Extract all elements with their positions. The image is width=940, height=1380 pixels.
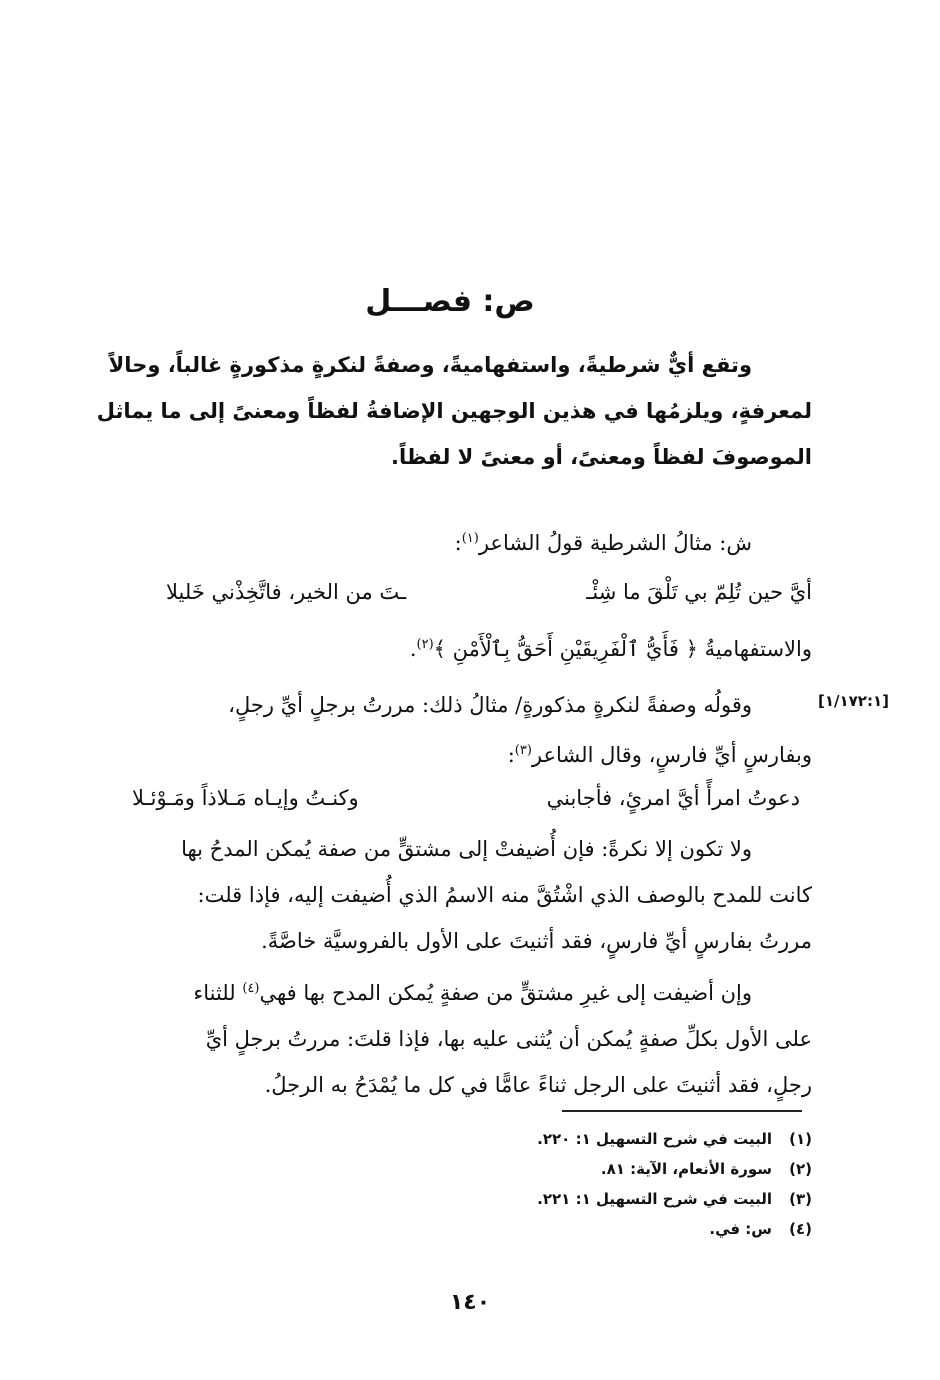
sharh-line: رجلٍ، فقد أثنيتَ على الرجل ثناءً عامًّا في كل ما يُمْدَحُ به الرجلُ.	[264, 1073, 812, 1097]
istifham-text: والاستفهاميةُ ﴿ فَأَيُّ ٱلْفَرِيقَيْنِ أَحَقُّ بِٱلْأَمْنِ ﴾	[433, 637, 812, 661]
sharh-line: مررتُ بفارسٍ أيِّ فارسٍ، فقد أثنيتَ على الأول بالفروسيَّة خاصَّةً.	[261, 929, 812, 953]
verse1-right-hemistich: أيَّ حين تُلِمّ بي تَلْقَ ما شِئْـ	[586, 580, 812, 604]
matn-paragraph	[96, 342, 812, 480]
footnote-separator	[562, 1110, 802, 1112]
sharh-paragraph-5	[100, 966, 812, 1108]
matn-line: وتقع أيٌّ شرطيةً، واستفهاميةً، وصفةً لنكرةٍ مذكورةٍ غالباً، وحالاً	[108, 353, 752, 377]
sharh-line-text: وإن أضيفت إلى غيرِ مشتقٍّ من صفةٍ يُمكن المدح بها فهي	[259, 981, 752, 1005]
sharh-line: كانت للمدح بالوصف الذي اشْتُقَّ منه الاسمُ الذي أُضيفت إليه، فإذا قلت:	[197, 883, 812, 907]
matn-line: الموصوفَ لفظاً ومعنىً، أو معنىً لا لفظاً.	[391, 445, 812, 469]
footnote-marker: (٤)	[242, 981, 260, 996]
footnote-text: البيت في شرح التسهيل ١: ٢٢١.	[537, 1190, 772, 1208]
sharh-line: ولا تكون إلا نكرةً: فإن أُضيفتْ إلى مشتقٍّ من صفة يُمكن المدحُ بها	[181, 837, 752, 861]
footnote-marker: (١)	[461, 531, 479, 546]
sharh-line: على الأول بكلِّ صفةٍ يُمكن أن يُثنى عليه بها، فإذا قلتَ: مررتُ برجلٍ أيِّ	[205, 1027, 812, 1051]
istifham-line	[100, 622, 812, 672]
sharh-intro	[100, 516, 812, 566]
footnote-text: سورة الأنعام، الآية: ٨١.	[600, 1160, 772, 1178]
sharh-intro-colon: :	[454, 531, 462, 555]
manuscript-folio-reference: [١/١٧٢:١]	[818, 692, 889, 710]
footnote-item	[440, 1184, 812, 1214]
page-number: ١٤٠	[449, 1290, 491, 1315]
sharh-paragraph-4	[100, 826, 812, 964]
footnotes	[440, 1124, 812, 1244]
footnote-item	[440, 1124, 812, 1154]
sharh-line	[100, 728, 812, 778]
verse2-right-hemistich: دعوتُ امرأً أيَّ امرئٍ، فأجابني	[546, 786, 800, 810]
footnote-text: البيت في شرح التسهيل ١: ٢٢٠.	[537, 1130, 772, 1148]
footnote-number: (١)	[789, 1130, 812, 1148]
footnote-item	[440, 1214, 812, 1244]
sharh-line-colon: :	[507, 743, 515, 767]
istifham-period: .	[409, 637, 417, 661]
sharh-intro-text: ش: مثالُ الشرطية قولُ الشاعر	[478, 531, 752, 555]
footnote-number: (٢)	[789, 1160, 812, 1178]
verse2-left-hemistich: وكنـتُ وإيـاه مَـلاذاً ومَـوْئـلا	[132, 786, 359, 810]
section-heading: ص: فصـــل	[365, 284, 535, 319]
footnote-marker: (٢)	[416, 637, 434, 652]
sharh-paragraph-3	[100, 682, 812, 778]
sharh-line	[100, 966, 812, 1016]
sharh-line-text: للثناء	[193, 981, 236, 1005]
footnote-item	[440, 1154, 812, 1184]
sharh-line: وقولُه وصفةً لنكرةٍ مذكورةٍ/ مثالُ ذلك: مررتُ برجلٍ أيِّ رجلٍ،	[228, 693, 752, 717]
footnote-number: (٤)	[789, 1220, 812, 1238]
sharh-line-text: وبفارسٍ أيِّ فارسٍ، وقال الشاعر	[531, 743, 812, 767]
footnote-number: (٣)	[789, 1190, 812, 1208]
verse1-left-hemistich: ـتَ من الخير، فاتَّخِذْني خَليلا	[166, 580, 407, 604]
matn-line: لمعرفةٍ، ويلزمُها في هذين الوجهين الإضافةُ لفظاً ومعنىً إلى ما يماثل	[96, 399, 812, 423]
footnote-text: س: في.	[709, 1220, 772, 1238]
footnote-marker: (٣)	[514, 743, 532, 758]
